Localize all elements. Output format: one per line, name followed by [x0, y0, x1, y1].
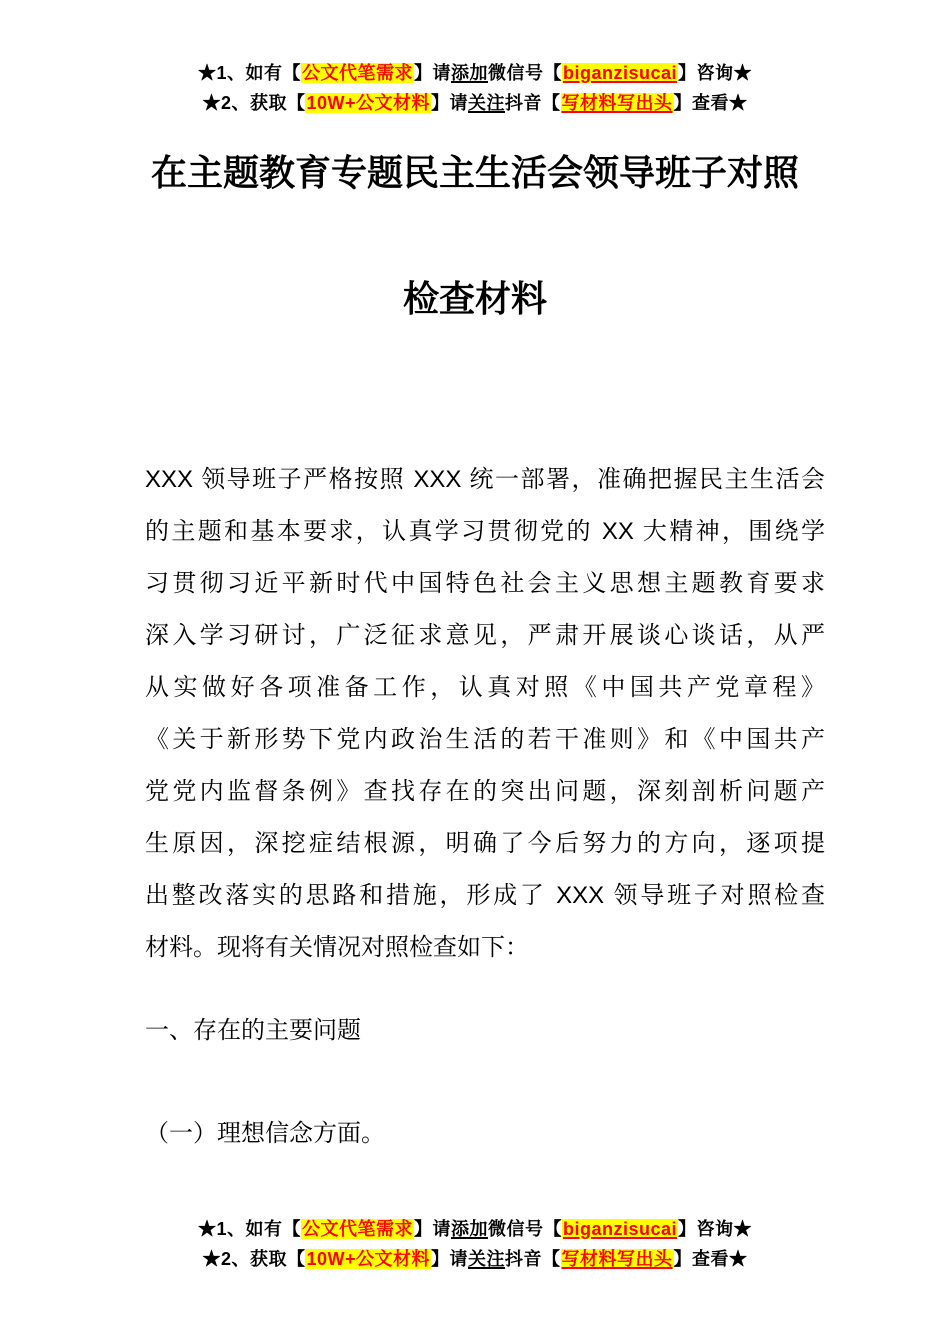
document-title-line-2: 检查材料 [402, 278, 547, 319]
body-paragraph [145, 454, 825, 974]
document-title [0, 110, 950, 362]
body-line: 《关于新形势下党内政治生活的若干准则》和《中国共产 [145, 726, 825, 753]
header-ad-douyin-id: 写材料写出头 [561, 93, 673, 113]
header-ad-text: 】请 [431, 93, 469, 113]
section-heading-ideals-beliefs: （一）理想信念方面。 [145, 1120, 385, 1147]
footer-ad-text: 】查看★ [673, 1249, 748, 1269]
footer-ad-text: 】请 [431, 1249, 469, 1269]
body-line: 材料。现将有关情况对照检查如下： [145, 934, 529, 961]
header-ad-line-1 [0, 58, 950, 88]
body-line: XXX 领导班子严格按照 XXX 统一部署，准确把握民主生活会 [145, 466, 825, 493]
footer-ad-wechat-id: biganzisucai [562, 1219, 678, 1239]
footer-ad-underline: 关注 [468, 1249, 506, 1269]
body-line: 习贯彻习近平新时代中国特色社会主义思想主题教育要求 [145, 570, 825, 597]
header-ad-underline: 关注 [468, 93, 506, 113]
header-ad-text: 】查看★ [673, 93, 748, 113]
header-ad-text: 微信号【 [487, 63, 562, 83]
footer-ad-highlight: 10W+公文材料 [306, 1249, 431, 1269]
header-ad-text: ★2、获取【 [202, 93, 306, 113]
footer-ad-highlight: 公文代笔需求 [301, 1219, 413, 1239]
body-line: 生原因，深挖症结根源，明确了今后努力的方向，逐项提 [145, 830, 825, 857]
body-line: 从实做好各项准备工作，认真对照《中国共产党章程》 [145, 674, 825, 701]
header-ad-underline: 添加 [450, 63, 488, 83]
header-ad-text: 】请 [413, 63, 451, 83]
footer-ad-text: 微信号【 [487, 1219, 562, 1239]
footer-ad-text: 抖音【 [505, 1249, 561, 1269]
body-line: 的主题和基本要求，认真学习贯彻党的 XX 大精神，围绕学 [145, 518, 825, 545]
body-line: 党党内监督条例》查找存在的突出问题，深刻剖析问题产 [145, 778, 825, 805]
header-ad-highlight: 10W+公文材料 [306, 93, 431, 113]
header-ad [0, 58, 950, 118]
section-heading-main-problems: 一、存在的主要问题 [145, 1017, 361, 1044]
footer-ad [0, 1214, 950, 1274]
footer-ad-text: 】请 [413, 1219, 451, 1239]
footer-ad-text: ★2、获取【 [202, 1249, 306, 1269]
header-ad-text: 抖音【 [505, 93, 561, 113]
header-ad-text: 】咨询★ [678, 63, 753, 83]
footer-ad-line-2 [0, 1244, 950, 1274]
footer-ad-line-1 [0, 1214, 950, 1244]
footer-ad-underline: 添加 [450, 1219, 488, 1239]
footer-ad-douyin-id: 写材料写出头 [561, 1249, 673, 1269]
body-line: 出整改落实的思路和措施，形成了 XXX 领导班子对照检查 [145, 882, 825, 909]
header-ad-highlight: 公文代笔需求 [301, 63, 413, 83]
header-ad-wechat-id: biganzisucai [562, 63, 678, 83]
footer-ad-text: 】咨询★ [678, 1219, 753, 1239]
body-line: 深入学习研讨，广泛征求意见，严肃开展谈心谈话，从严 [145, 622, 825, 649]
header-ad-text: ★1、如有【 [197, 63, 301, 83]
footer-ad-text: ★1、如有【 [197, 1219, 301, 1239]
document-title-line-1: 在主题教育专题民主生活会领导班子对照 [150, 152, 799, 193]
